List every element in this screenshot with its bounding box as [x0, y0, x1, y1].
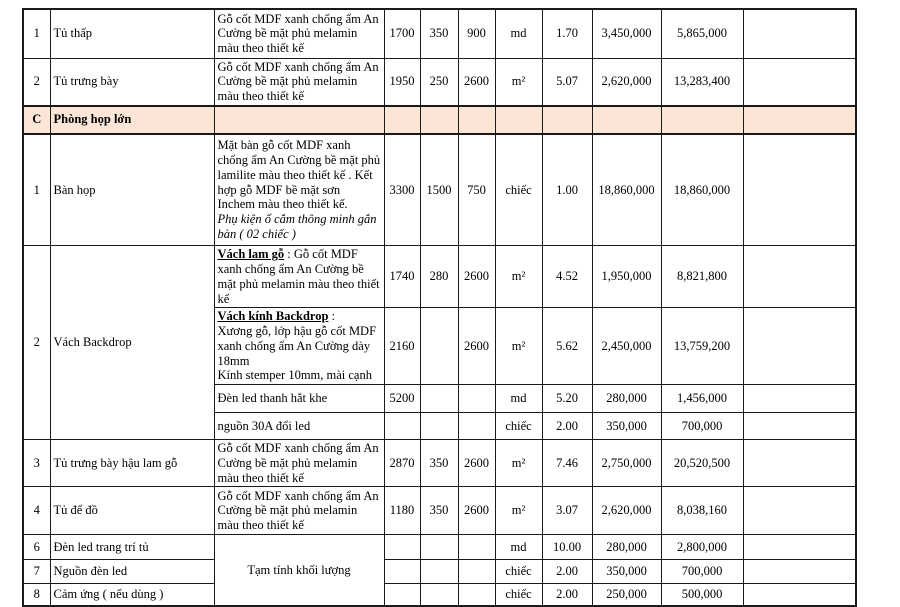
cell-dim-c: 2600: [458, 58, 495, 106]
cell-description: Gỗ cốt MDF xanh chống ẩm An Cường bề mặt phủ melamin màu theo thiết kế: [214, 440, 384, 487]
cell-dim-c: [458, 560, 495, 584]
cell-empty: [743, 58, 856, 106]
cell-dim-c: 900: [458, 9, 495, 58]
cell-unit: md: [495, 385, 542, 413]
cell-dim-r: 1500: [420, 134, 458, 246]
cell-total: 13,283,400: [661, 58, 743, 106]
cell-description: Đèn led thanh hắt khe: [214, 385, 384, 413]
cell-stt: 2: [23, 58, 50, 106]
cell-unit-price: 280,000: [592, 385, 661, 413]
cell-dim-c: [458, 385, 495, 413]
cell-empty: [495, 106, 542, 134]
cell-description: [214, 246, 384, 308]
cell-empty: [743, 308, 856, 385]
cell-dim-d: 1950: [384, 58, 420, 106]
cell-unit: m²: [495, 487, 542, 535]
cell-dim-r: [420, 560, 458, 584]
cell-empty: [542, 106, 592, 134]
cell-empty: [743, 584, 856, 606]
cell-unit: m²: [495, 58, 542, 106]
cell-stt: 1: [23, 9, 50, 58]
cell-qty: 3.07: [542, 487, 592, 535]
cell-unit-price: 18,860,000: [592, 134, 661, 246]
cell-empty: [743, 413, 856, 440]
cell-total: 1,456,000: [661, 385, 743, 413]
cell-qty: 1.70: [542, 9, 592, 58]
section-header-row: [23, 106, 856, 134]
cell-unit: chiếc: [495, 584, 542, 606]
cell-dim-c: 2600: [458, 246, 495, 308]
cell-qty: 2.00: [542, 413, 592, 440]
cell-item-name: Tủ trưng bày: [50, 58, 214, 106]
cell-unit-price: 2,620,000: [592, 487, 661, 535]
cell-stt: 4: [23, 487, 50, 535]
cell-dim-r: [420, 584, 458, 606]
cell-empty: [743, 246, 856, 308]
cell-unit-price: 280,000: [592, 535, 661, 560]
cell-dim-c: [458, 413, 495, 440]
cell-stt: 3: [23, 440, 50, 487]
cell-unit-price: 350,000: [592, 560, 661, 584]
cell-dim-c: [458, 584, 495, 606]
cell-empty: [743, 487, 856, 535]
cell-total: 700,000: [661, 413, 743, 440]
table-row: [23, 535, 856, 560]
description-text: Kính stemper 10mm, mài cạnh: [217, 368, 372, 383]
cell-total: 8,821,800: [661, 246, 743, 308]
cell-dim-c: 750: [458, 134, 495, 246]
cell-dim-r: 250: [420, 58, 458, 106]
description-text: Xương gỗ, lớp hậu gỗ cốt MDF xanh chống ẩm An Cường dày 18mm: [217, 324, 377, 368]
cell-dim-d: 1180: [384, 487, 420, 535]
cell-total: 13,759,200: [661, 308, 743, 385]
cell-dim-d: 1700: [384, 9, 420, 58]
cell-dim-c: [458, 535, 495, 560]
cell-merged-note: Tạm tính khối lượng: [214, 535, 384, 606]
cell-unit: m²: [495, 246, 542, 308]
cell-unit: chiếc: [495, 134, 542, 246]
cell-empty: [420, 106, 458, 134]
description-heading: Vách lam gỗ: [217, 247, 285, 262]
quotation-table: [22, 8, 857, 607]
cell-stt: 6: [23, 535, 50, 560]
cell-empty: [743, 106, 856, 134]
cell-dim-r: 350: [420, 440, 458, 487]
cell-section-letter: C: [23, 106, 50, 134]
cell-dim-d: 1740: [384, 246, 420, 308]
description-main: Mặt bàn gỗ cốt MDF xanh chống ẩm An Cường bề mặt phủ lamilite màu theo thiết kế . Kết hợp gỗ MDF bề mặt sơn Inchem màu theo thiết kế.: [217, 138, 381, 212]
cell-dim-d: 5200: [384, 385, 420, 413]
cell-unit: m²: [495, 308, 542, 385]
cell-dim-c: 2600: [458, 487, 495, 535]
cell-item-name: Cảm ứng ( nếu dùng ): [50, 584, 214, 606]
cell-empty: [743, 385, 856, 413]
cell-stt: 1: [23, 134, 50, 246]
cell-dim-r: 280: [420, 246, 458, 308]
cell-description: Gỗ cốt MDF xanh chống ẩm An Cường bề mặt phủ melamin màu theo thiết kế: [214, 58, 384, 106]
cell-qty: 5.20: [542, 385, 592, 413]
cell-empty: [661, 106, 743, 134]
table-row: [23, 134, 856, 246]
cell-unit-price: 3,450,000: [592, 9, 661, 58]
cell-item-name: Tủ trưng bày hậu lam gỗ: [50, 440, 214, 487]
cell-empty: [458, 106, 495, 134]
cell-dim-d: [384, 584, 420, 606]
cell-stt: 2: [23, 246, 50, 440]
cell-description: [214, 134, 384, 246]
cell-stt: 7: [23, 560, 50, 584]
cell-total: 18,860,000: [661, 134, 743, 246]
cell-qty: 10.00: [542, 535, 592, 560]
description-text: : Gỗ cốt MDF xanh chống ẩm An Cường bề mặt phủ melamin màu theo thiết kế: [217, 247, 380, 306]
cell-empty: [743, 440, 856, 487]
cell-dim-r: 350: [420, 487, 458, 535]
table-row: [23, 9, 856, 58]
cell-dim-c: 2600: [458, 440, 495, 487]
cell-stt: 8: [23, 584, 50, 606]
cell-qty: 1.00: [542, 134, 592, 246]
cell-dim-r: [420, 385, 458, 413]
cell-description: [214, 308, 384, 385]
cell-description: Gỗ cốt MDF xanh chống ẩm An Cường bề mặt phủ melamin màu theo thiết kế: [214, 487, 384, 535]
description-colon: :: [328, 309, 336, 324]
table-row: [23, 246, 856, 308]
cell-unit: chiếc: [495, 413, 542, 440]
cell-qty: 7.46: [542, 440, 592, 487]
table-row: [23, 584, 856, 606]
cell-empty: [743, 9, 856, 58]
cell-empty: [743, 134, 856, 246]
cell-total: 20,520,500: [661, 440, 743, 487]
cell-unit-price: 1,950,000: [592, 246, 661, 308]
cell-total: 5,865,000: [661, 9, 743, 58]
cell-item-name: Tủ để đồ: [50, 487, 214, 535]
cell-qty: 4.52: [542, 246, 592, 308]
cell-empty: [743, 560, 856, 584]
cell-unit: md: [495, 535, 542, 560]
cell-dim-d: [384, 413, 420, 440]
cell-dim-r: [420, 535, 458, 560]
cell-dim-d: 3300: [384, 134, 420, 246]
cell-empty: [743, 535, 856, 560]
cell-item-name: Tủ thấp: [50, 9, 214, 58]
cell-empty: [592, 106, 661, 134]
cell-unit-price: 2,450,000: [592, 308, 661, 385]
cell-qty: 2.00: [542, 560, 592, 584]
cell-unit-price: 2,750,000: [592, 440, 661, 487]
cell-total: 500,000: [661, 584, 743, 606]
cell-item-name: Nguồn đèn led: [50, 560, 214, 584]
cell-qty: 2.00: [542, 584, 592, 606]
cell-total: 8,038,160: [661, 487, 743, 535]
cell-unit-price: 350,000: [592, 413, 661, 440]
cell-dim-d: [384, 535, 420, 560]
cell-item-name: Vách Backdrop: [50, 246, 214, 440]
cell-description: Gỗ cốt MDF xanh chống ẩm An Cường bề mặt phủ melamin màu theo thiết kế: [214, 9, 384, 58]
cell-item-name: Bàn họp: [50, 134, 214, 246]
cell-unit: md: [495, 9, 542, 58]
cell-dim-r: 350: [420, 9, 458, 58]
cell-unit: chiếc: [495, 560, 542, 584]
cell-unit-price: 250,000: [592, 584, 661, 606]
cell-total: 2,800,000: [661, 535, 743, 560]
cell-dim-r: [420, 413, 458, 440]
cell-unit: m²: [495, 440, 542, 487]
table-row: [23, 440, 856, 487]
description-heading: Vách kính Backdrop: [217, 309, 329, 324]
cell-dim-d: 2160: [384, 308, 420, 385]
table-row: [23, 58, 856, 106]
cell-empty: [214, 106, 384, 134]
description-note: Phụ kiện ổ cắm thông minh gắn bàn ( 02 chiếc ): [217, 212, 377, 241]
cell-section-title: Phòng họp lớn: [50, 106, 214, 134]
cell-unit-price: 2,620,000: [592, 58, 661, 106]
cell-dim-d: 2870: [384, 440, 420, 487]
cell-empty: [384, 106, 420, 134]
cell-total: 700,000: [661, 560, 743, 584]
table-row: [23, 487, 856, 535]
cell-qty: 5.62: [542, 308, 592, 385]
table-row: [23, 560, 856, 584]
cell-dim-d: [384, 560, 420, 584]
cell-description: nguồn 30A đổi led: [214, 413, 384, 440]
cell-dim-c: 2600: [458, 308, 495, 385]
cell-qty: 5.07: [542, 58, 592, 106]
cell-item-name: Đèn led trang trí tủ: [50, 535, 214, 560]
cell-dim-r: [420, 308, 458, 385]
